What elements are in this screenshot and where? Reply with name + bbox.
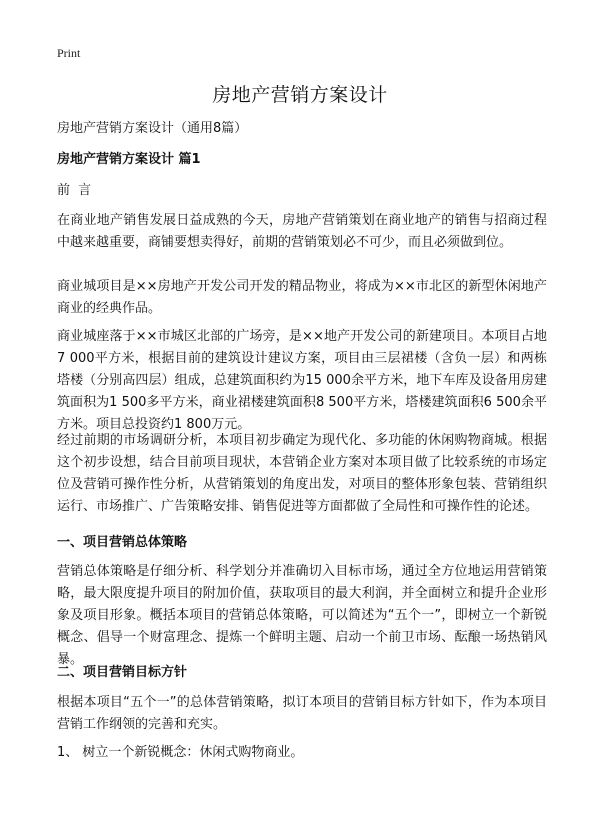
paragraph-4: 经过前期的市场调研分析，本项目初步确定为现代化、多功能的休闲购物商城。根据这个初步设想，结合目前项目现状，本营销企业方案对本项目做了比较系统的市场定位及营销可操作性分析，从营销策划的角度出发，对项目的整体形象包装、营销组织运行、市场推广、广告策略安排、销售促进等方面都做了全局性和可操作性的论述。 xyxy=(57,433,547,514)
paragraph-2: 商业城项目是××房地产开发公司开发的精品物业，将成为××市北区的新型休闲地产商业的经典作品。 xyxy=(57,279,547,316)
section-2-body: 根据本项目“五个一”的总体营销策略，拟订本项目的营销目标方针如下，作为本项目营销工作纲领的完善和充实。 xyxy=(57,695,547,732)
article-heading: 房地产营销方案设计 篇1 xyxy=(57,152,201,167)
document-subtitle: 房地产营销方案设计（通用8篇） xyxy=(57,121,248,136)
preface-heading: 前 言 xyxy=(57,183,94,198)
page-title: 房地产营销方案设计 xyxy=(212,84,388,106)
section-2-item-1: 1、 树立一个新锐概念：休闲式购物商业。 xyxy=(57,745,304,760)
section-1-body: 营销总体策略是仔细分析、科学划分并准确切入目标市场，通过全方位地运用营销策略，最大限度提升项目的附加价值，获取项目的最大利润，并全面树立和提升企业形象及项目形象。概括本项目的营销总体策略，可以简述为“五个一”，即树立一个新锐概念、倡导一个财富理念、提炼一个鲜明主题、启动一个前卫市场、酝酿一场热销风暴。 xyxy=(57,564,547,667)
section-1-heading: 一、项目营销总体策略 xyxy=(57,535,188,550)
paragraph-3: 商业城座落于××市城区北部的广场旁，是××地产开发公司的新建项目。本项目占地7 000平方米，根据目前的建筑设计建议方案，项目由三层裙楼（含负一层）和两栋塔楼（分别高四层）组成，总建筑面积约为15 000余平方米，地下车库及设备用房建筑面积为1 500多平方米，商业裙楼建筑面积8 500平方米，塔楼建筑面积6 500余平方米。项目总投资约1 800万元。 xyxy=(57,329,547,432)
section-2-heading: 二、项目营销目标方针 xyxy=(57,665,188,680)
print-label: Print xyxy=(57,46,81,60)
paragraph-1: 在商业地产销售发展日益成熟的今天，房地产营销策划在商业地产的销售与招商过程中越来越重要，商铺要想卖得好，前期的营销策划必不可少，而且必须做到位。 xyxy=(57,213,547,250)
